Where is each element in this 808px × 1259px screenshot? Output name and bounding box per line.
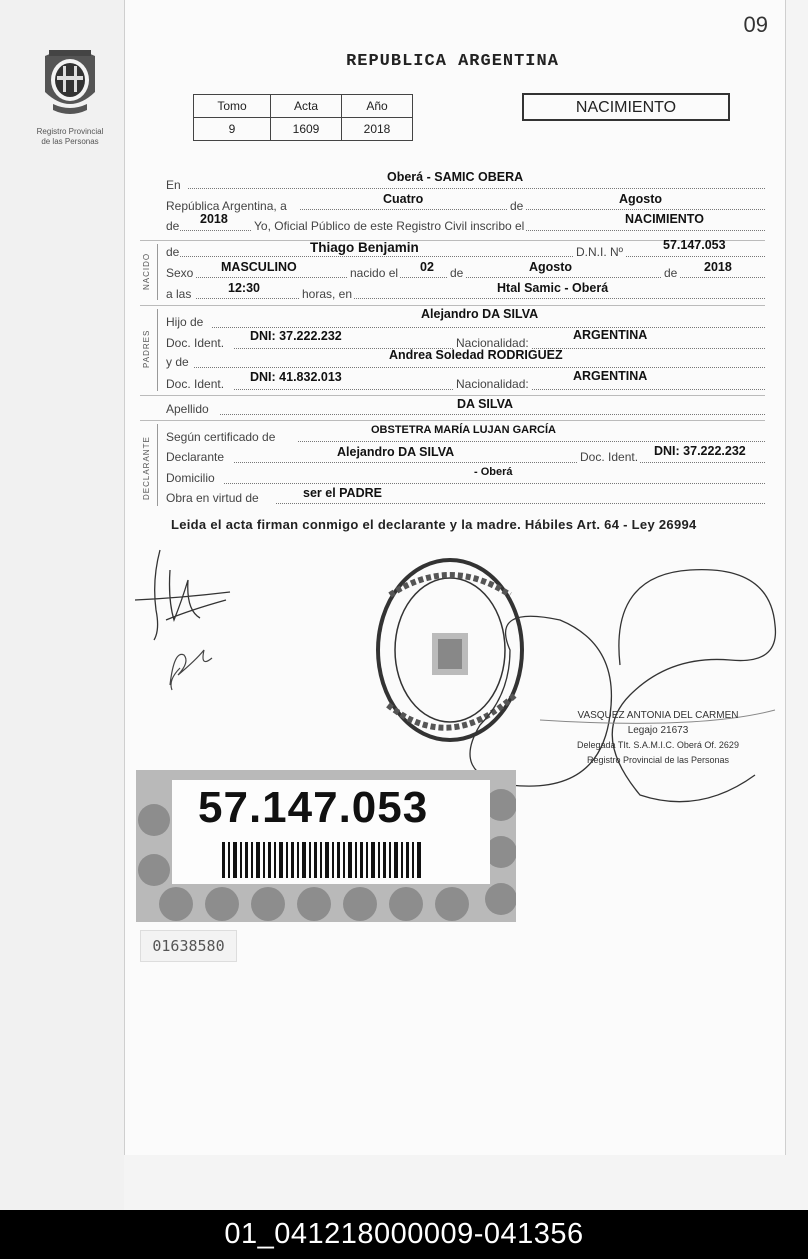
dotted-line xyxy=(276,503,765,504)
document-title: REPUBLICA ARGENTINA xyxy=(346,52,559,71)
section-label-declarante: DECLARANTE xyxy=(142,436,151,500)
label-segun-certificado: Según certificado de xyxy=(166,430,276,444)
signature-declarante-image xyxy=(130,540,240,700)
label-en: En xyxy=(166,178,181,192)
value-lugar-nac: Htal Samic - Oberá xyxy=(497,281,609,295)
label-de-nombre: de xyxy=(166,245,180,259)
sticker-number: 57.147.053 xyxy=(198,783,429,832)
section-divider xyxy=(140,420,765,421)
value-padre-doc: DNI: 37.222.232 xyxy=(250,329,342,343)
value-madre: Andrea Soledad RODRIGUEZ xyxy=(389,348,563,362)
page-number: 09 xyxy=(743,12,768,37)
closing-text: Leida el acta firman conmigo el declarante y la madre. Hábiles Art. 64 - Ley 26994 xyxy=(171,517,697,532)
register-header-acta: Acta xyxy=(271,95,342,118)
value-domicilio: - Oberá xyxy=(474,466,513,478)
value-hora: 12:30 xyxy=(228,281,260,295)
label-doc-ident-1: Doc. Ident. xyxy=(166,336,225,350)
section-divider xyxy=(140,395,765,396)
label-obra-en-virtud: Obra en virtud de xyxy=(166,491,259,505)
section-bar xyxy=(157,424,158,506)
value-anio: 2018 xyxy=(200,212,228,226)
register-value-acta: 1609 xyxy=(271,118,342,141)
value-nac-anio: 2018 xyxy=(704,260,732,274)
dotted-line xyxy=(300,209,765,210)
logo-caption-1: Registro Provincial xyxy=(36,127,104,136)
value-apellido: DA SILVA xyxy=(457,397,514,411)
dotted-line xyxy=(212,327,765,328)
label-nacionalidad-2: Nacionalidad: xyxy=(456,377,529,391)
stamp-line-3: Delegada TIt. S.A.M.I.C. Oberá Of. 2629 xyxy=(577,740,739,750)
value-acta-tipo: NACIMIENTO xyxy=(625,212,704,226)
section-bar xyxy=(157,244,158,300)
document-type-box: NACIMIENTO xyxy=(522,93,730,121)
value-nombre: Thiago Benjamin xyxy=(310,240,419,255)
label-apellido: Apellido xyxy=(166,402,209,416)
dotted-line xyxy=(298,441,765,442)
label-horas-en: horas, en xyxy=(302,287,353,301)
stamp-line-4: Registro Provincial de las Personas xyxy=(586,755,730,765)
label-y-de: y de xyxy=(166,355,189,369)
section-label-padres: PADRES xyxy=(142,329,151,368)
label-domicilio: Domicilio xyxy=(166,471,215,485)
dotted-line xyxy=(224,483,765,484)
footer-strip-text: 01_041218000009-041356 xyxy=(224,1218,584,1250)
value-certificado: OBSTETRA MARÍA LUJAN GARCÍA xyxy=(371,424,556,436)
registro-logo xyxy=(22,42,118,147)
register-header-anio: Año xyxy=(342,95,413,118)
value-nac-mes: Agosto xyxy=(529,260,573,274)
stamp-line-1: VASQUEZ ANTONIA DEL CARMEN xyxy=(577,710,739,721)
value-declarante: Alejandro DA SILVA xyxy=(337,445,455,459)
stamp-line-2: Legajo 21673 xyxy=(627,725,689,736)
section-bar xyxy=(157,309,158,391)
label-dni: D.N.I. Nº xyxy=(576,245,624,259)
dotted-line xyxy=(194,367,765,368)
left-margin xyxy=(0,0,124,1210)
value-lugar: Oberá - SAMIC OBERA xyxy=(387,170,524,184)
section-divider xyxy=(140,305,765,306)
label-republica: República Argentina, a xyxy=(166,199,287,213)
value-dia: Cuatro xyxy=(383,192,424,206)
label-nacido-el: nacido el xyxy=(350,266,399,280)
value-madre-doc: DNI: 41.832.013 xyxy=(250,370,342,384)
value-padre-nac: ARGENTINA xyxy=(573,328,648,342)
logo-caption-2: de las Personas xyxy=(41,137,99,146)
label-de: de xyxy=(510,199,524,213)
value-declarante-doc: DNI: 37.222.232 xyxy=(654,444,746,458)
value-mes: Agosto xyxy=(619,192,663,206)
label-de2: de xyxy=(166,219,180,233)
serial-number: 01638580 xyxy=(140,930,237,962)
label-sexo: Sexo xyxy=(166,266,194,280)
register-header-tomo: Tomo xyxy=(194,95,271,118)
register-value-tomo: 9 xyxy=(194,118,271,141)
label-hijo-de: Hijo de xyxy=(166,315,204,329)
register-value-anio: 2018 xyxy=(342,118,413,141)
label-doc-ident-2: Doc. Ident. xyxy=(166,377,225,391)
dotted-line xyxy=(220,414,765,415)
value-dni: 57.147.053 xyxy=(663,238,726,252)
section-label-nacido: NACIDO xyxy=(142,252,151,290)
label-de-mes: de xyxy=(450,266,464,280)
label-yo-oficial: Yo, Oficial Público de este Registro Civil inscribo el xyxy=(254,219,525,233)
label-nacionalidad-1: Nacionalidad: xyxy=(456,336,529,350)
label-a-las: a las xyxy=(166,287,192,301)
label-declarante: Declarante xyxy=(166,450,225,464)
value-nac-dia: 02 xyxy=(420,260,434,274)
dotted-line xyxy=(180,256,765,257)
value-sexo: MASCULINO xyxy=(221,260,297,274)
value-madre-nac: ARGENTINA xyxy=(573,369,648,383)
dotted-line xyxy=(196,298,765,299)
label-de-anio: de xyxy=(664,266,678,280)
label-doc-ident-decl: Doc. Ident. xyxy=(580,450,639,464)
value-padre: Alejandro DA SILVA xyxy=(421,307,539,321)
seal-icon xyxy=(35,42,105,122)
dotted-line xyxy=(196,277,765,278)
register-table xyxy=(193,94,413,141)
official-stamp xyxy=(548,708,768,768)
dotted-line xyxy=(234,462,765,463)
value-obra: ser el PADRE xyxy=(303,486,382,500)
dotted-line xyxy=(188,188,765,189)
